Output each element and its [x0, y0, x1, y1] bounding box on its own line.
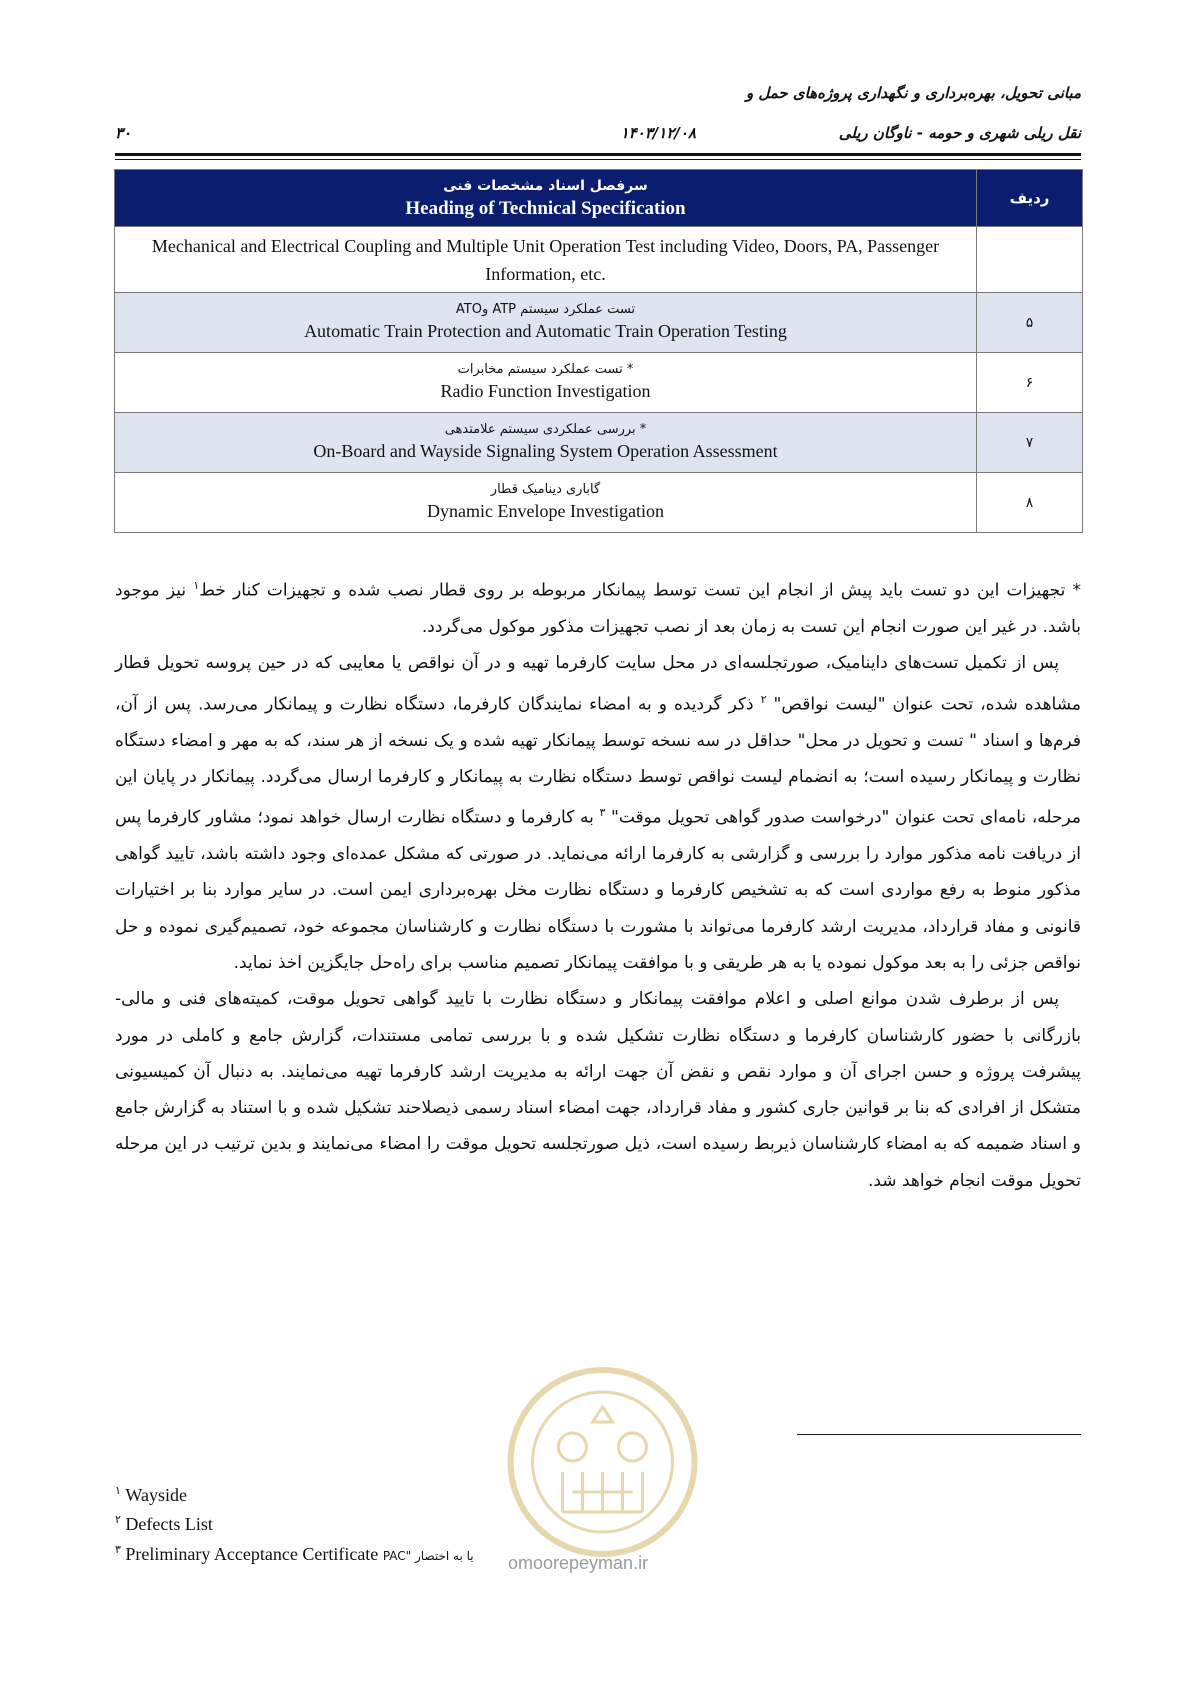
- footnote-ref-2[interactable]: ۲: [760, 692, 767, 706]
- table-cell-desc: [115, 293, 977, 353]
- header-date: ۱۴۰۳/۱۲/۰۸: [620, 124, 696, 142]
- spec-table: [114, 169, 1083, 533]
- footnote-1: $^۱$ Wayside: [115, 1485, 187, 1505]
- table-cell-desc: [115, 473, 977, 533]
- table-cell-num: ۵: [977, 293, 1083, 353]
- row-desc-en: Automatic Train Protection and Automatic Train Operation Testing: [304, 320, 787, 341]
- seal-logo-icon: [500, 1362, 705, 1562]
- table-row: [115, 413, 1083, 473]
- row-desc-fa: * بررسی عملکردی سیستم علامتدهی: [444, 421, 647, 437]
- row-desc-fa: گاباری دینامیک قطار: [490, 481, 601, 497]
- footnote-2: $^۲$ Defects List: [115, 1514, 213, 1534]
- watermark-text: omoorepeyman.ir: [508, 1553, 649, 1573]
- row-desc-en: Radio Function Investigation: [440, 380, 651, 401]
- table-cell-num: ۷: [977, 413, 1083, 473]
- table-row: [115, 293, 1083, 353]
- page-number: ۳۰: [115, 124, 132, 142]
- header-rule-thick: [115, 153, 1081, 156]
- paragraph-3: پس از برطرف شدن موانع اصلی و اعلام موافقت پیمانکار و دستگاه نظارت با تایید گواهی تحویل موقت، کمیته‌های فنی و مالی- بازرگانی با حضور کارشناسان کارفرما و دستگاه نظارت تشکیل شده و با بررسی تمامی مستندات، گزارش جامع و کاملی در مورد پیشرفت پروژه و حسن اجرای آن و موارد نقص و نقض آن جهت ارائه به مدیریت ارشد کارفرما تهیه می‌نمایند. به دنبال آن کمیسیونی متشکل از افرادی که بنا بر قوانین جاری کشور و مفاد قرارداد، جهت امضاء اسناد رسمی ذیصلاحند تشکیل شده و با استناد به گزارش جامع و اسناد ضمیمه که به امضاء کارشناسان ذیربط رسیده است، ذیل صورتجلسه تحویل موقت را امضاء می‌نمایند و بدین ترتیب در این مرحله تحویل موقت انجام خواهد شد.: [115, 989, 1081, 1191]
- header-title-line2: نقل ریلی شهری و حومه - ناوگان ریلی: [838, 124, 1081, 142]
- row-desc-en: Mechanical and Electrical Coupling and Multiple Unit Operation Test including Video, Doors, PA, Passenger Information, etc.: [151, 236, 940, 284]
- table-row: [115, 227, 1083, 293]
- row-desc-en: Dynamic Envelope Investigation: [427, 500, 664, 521]
- row-desc-fa: تست عملکرد سیستم ATP وATO: [455, 301, 636, 317]
- footnote-3: $^۳$ Preliminary Acceptance Certificate یا به اختصار "PAC: [115, 1544, 474, 1564]
- footnote-rule: [797, 1434, 1081, 1435]
- table-cell-num: ۶: [977, 353, 1083, 413]
- paragraph-1: * تجهیزات این دو تست باید پیش از انجام این تست توسط پیمانکار مربوطه بر روی قطار نصب شده و تجهیزات کنار خط$^۱$ نیز موجود باشد. در غیر این صورت انجام این تست به زمان بعد از نصب تجهیزات مذکور موکول می‌گردد.: [115, 579, 1081, 637]
- table-cell-num: [977, 227, 1083, 293]
- table-cell-desc: [115, 353, 977, 413]
- body-text: [115, 568, 1081, 1199]
- table-row: [115, 353, 1083, 413]
- table-header-row-label: ردیف: [977, 170, 1083, 227]
- table-cell-desc: [115, 413, 977, 473]
- table-header-row: [115, 170, 1083, 227]
- paragraph-2: پس از تکمیل تست‌های داینامیک، صورتجلسه‌ای در محل سایت کارفرما تهیه و در آن نواقص یا معایبی که در حین پروسه تحویل قطار مشاهده شده، تحت عنوان "لیست نواقص" $^۲$ ذکر گردیده و به امضاء نمایندگان کارفرما، دستگاه نظارت و پیمانکار می‌رسد. پس از آن، فرم‌ها و اسناد " تست و تحویل در محل" حداقل در سه نسخه توسط پیمانکار تهیه شده و یک نسخه از هر سند، که به مهر و امضاء دستگاه نظارت و پیمانکار رسیده است؛ به انضمام لیست نواقص توسط دستگاه نظارت به پیمانکار و کارفرما ارسال می‌گردد. پیمانکار در پایان این مرحله، نامه‌ای تحت عنوان "درخواست صدور گواهی تحویل موقت" $^۳$ به کارفرما و دستگاه نظارت ارسال خواهد نمود؛ مشاور کارفرما پس از دریافت نامه مذکور موارد را بررسی و گزارشی به کارفرما ارائه می‌نماید. در صورتی که مشکل عمده‌ای وجود داشته باشد، تایید گواهی مذکور منوط به رفع مواردی است که به تشخیص کارفرما و دستگاه نظارت مخل بهره‌برداری ایمن است. در سایر موارد بنا بر اختیارات قانونی و مفاد قرارداد، مدیریت ارشد کارفرما می‌تواند با مشورت با دستگاه نظارت و کارشناسان مجموعه خود، تصمیم‌گیری نموده و حل نواقص جزئی را به بعد موکول نموده یا به هر طریقی و با موافقت پیمانکار تصمیم مناسب برای راه‌حل جایگزین اخذ نماید.: [115, 653, 1081, 973]
- table-cell-num: ۸: [977, 473, 1083, 533]
- table-header-heading: [115, 170, 977, 227]
- header-rule-thin: [115, 159, 1081, 160]
- footnote-ref-1[interactable]: ۱: [193, 579, 200, 592]
- table-heading-fa: سرفصل اسناد مشخصات فنی: [443, 178, 648, 194]
- header-title-line1: مبانی تحویل، بهره‌برداری و نگهداری پروژه‌های حمل و: [745, 84, 1081, 102]
- row-desc-en: On-Board and Wayside Signaling System Operation Assessment: [313, 440, 778, 461]
- table-heading-en: Heading of Technical Specification: [405, 198, 686, 219]
- row-desc-fa: * تست عملکرد سیستم مخابرات: [457, 361, 634, 377]
- table-row: [115, 473, 1083, 533]
- footnote-ref-3[interactable]: ۳: [599, 806, 606, 820]
- table-cell-desc: [115, 227, 977, 293]
